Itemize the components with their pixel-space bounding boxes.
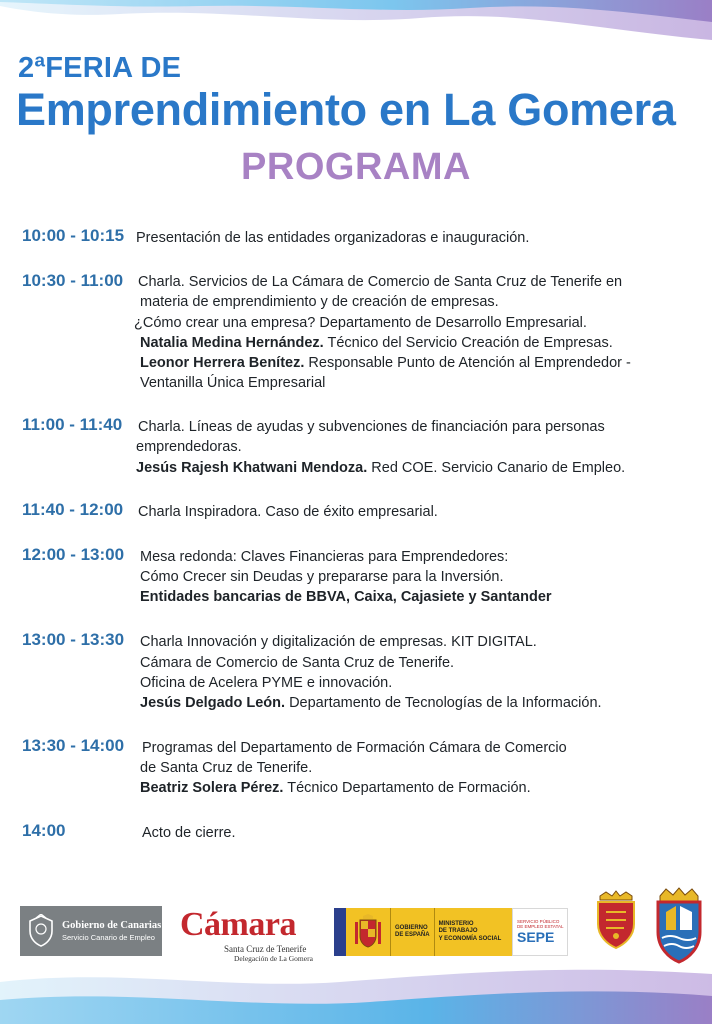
programme-heading: PROGRAMA — [241, 146, 471, 188]
session-line: Oficina de Acelera PYME e innovación. — [140, 675, 393, 691]
session-line: Natalia Medina Hernández. Técnico del Servicio Creación de Empresas. — [140, 335, 613, 351]
session-line: Jesús Rajesh Khatwani Mendoza. Red COE. Servicio Canario de Empleo. — [136, 460, 626, 476]
session-time: 12:00 - 13:00 — [22, 545, 125, 564]
session-line: Charla Innovación y digitalización de empresas. KIT DIGITAL. — [140, 634, 537, 650]
session-time: 14:00 — [22, 821, 66, 840]
eu-flag-strip — [334, 908, 346, 956]
camara-name: Cámara — [180, 906, 296, 943]
session-line: Beatriz Solera Pérez. Técnico Departamento de Formación. — [140, 780, 531, 796]
session-line: Ventanilla Única Empresarial — [140, 375, 326, 391]
canarias-seal-icon — [26, 914, 56, 948]
speaker-name: Leonor Herrera Benítez. — [140, 355, 305, 371]
speaker-name: Entidades bancarias de BBVA, Caixa, Cajasiete y Santander — [140, 589, 552, 605]
session-line: Cámara de Comercio de Santa Cruz de Tenerife. — [140, 655, 455, 671]
session-time: 11:00 - 11:40 — [22, 415, 123, 434]
speaker-name: Natalia Medina Hernández. — [140, 335, 324, 351]
session-line: Programas del Departamento de Formación Cámara de Comercio — [142, 740, 567, 756]
ministerio-sepe-logo — [334, 908, 568, 956]
bottom-wave-decoration — [0, 960, 712, 1024]
session-line: Presentación de las entidades organizadoras e inauguración. — [136, 230, 530, 246]
gobierno-sub: Servicio Canario de Empleo — [62, 933, 155, 942]
ministerio-text: MINISTERIO DE TRABAJO Y ECONOMÍA SOCIAL — [434, 908, 506, 956]
session-line: Charla. Servicios de La Cámara de Comercio de Santa Cruz de Tenerife en — [138, 274, 623, 290]
speaker-name: Jesús Delgado León. — [140, 695, 286, 711]
camara-delegation: Delegación de La Gomera — [234, 954, 313, 963]
municipal-coat-of-arms-icon — [652, 886, 706, 966]
session-line: de Santa Cruz de Tenerife. — [140, 760, 313, 776]
camara-logo — [176, 906, 322, 962]
session-line: Cómo Crecer sin Deudas y prepararse para la Inversión. — [140, 569, 504, 585]
speaker-name: Jesús Rajesh Khatwani Mendoza. — [136, 460, 368, 476]
session-time: 11:40 - 12:00 — [22, 500, 124, 519]
page-title: Emprendimiento en La Gomera — [16, 84, 676, 135]
speaker-name: Beatriz Solera Pérez. — [140, 780, 284, 796]
camara-sub: Santa Cruz de Tenerife — [224, 944, 307, 954]
gobierno-name: Gobierno de Canarias — [62, 920, 162, 931]
session-time: 13:30 - 14:00 — [22, 736, 125, 755]
spain-coat-of-arms-icon — [353, 914, 383, 950]
sepe-logo: SERVICIO PÚBLICO DE EMPLEO ESTATAL SEPE — [512, 908, 568, 956]
session-line: Charla. Líneas de ayudas y subvenciones de financiación para personas — [138, 419, 605, 435]
gobierno-espana-text: GOBIERNO DE ESPAÑA — [390, 908, 434, 956]
session-time: 10:30 - 11:00 — [22, 271, 124, 290]
session-line: materia de emprendimiento y de creación de empresas. — [140, 294, 499, 310]
session-line: Mesa redonda: Claves Financieras para Emprendedores: — [140, 549, 509, 565]
session-line: Jesús Delgado León. Departamento de Tecnologías de la Información. — [140, 695, 602, 711]
la-gomera-coat-of-arms-icon — [594, 890, 638, 950]
pre-title: 2ªFERIA DE — [18, 52, 182, 84]
session-line: emprendedoras. — [136, 439, 242, 455]
gobierno-canarias-logo — [20, 906, 162, 956]
session-line: Charla Inspiradora. Caso de éxito empresarial. — [138, 504, 438, 520]
top-wave-decoration — [0, 0, 712, 52]
session-time: 13:00 - 13:30 — [22, 630, 125, 649]
session-time: 10:00 - 10:15 — [22, 226, 125, 245]
session-line — [140, 587, 552, 607]
session-line: Leonor Herrera Benítez. Responsable Punto de Atención al Emprendedor - — [140, 355, 631, 371]
session-line: Acto de cierre. — [142, 825, 236, 841]
session-line: ¿Cómo crear una empresa? Departamento de Desarrollo Empresarial. — [134, 315, 587, 331]
